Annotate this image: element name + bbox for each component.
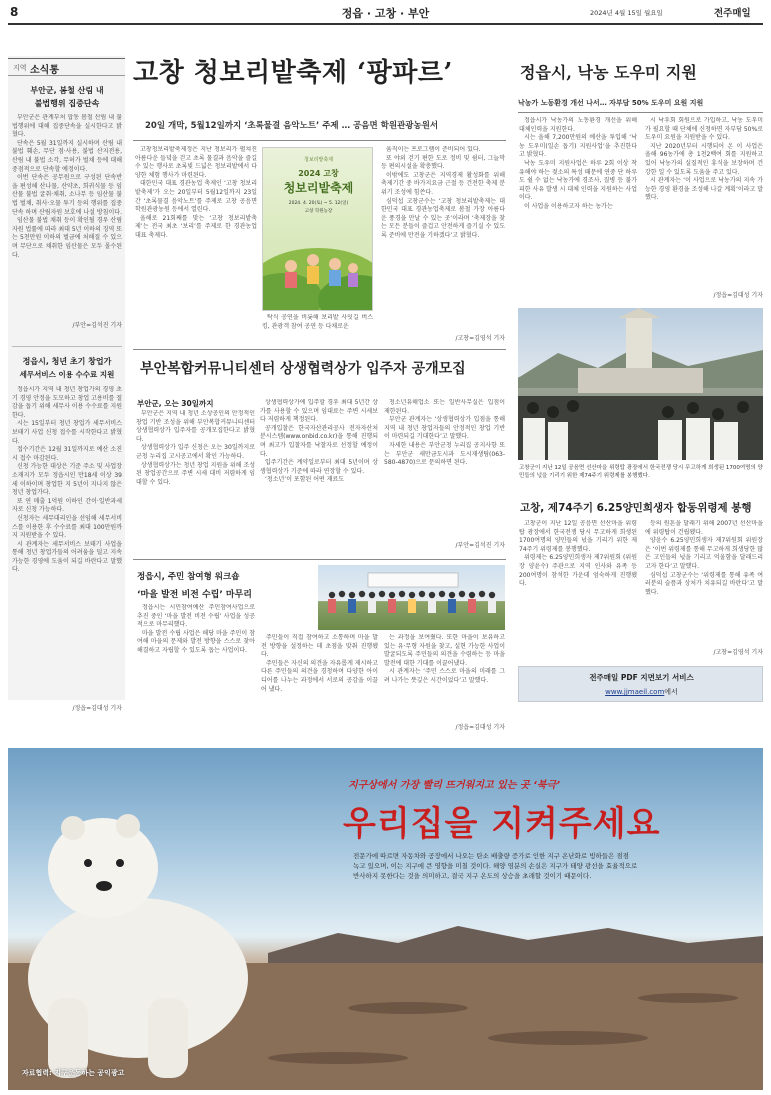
- right-c2-p2: 지난 2020년부터 시행되어 온 이 사업은 올해 96농가에 총 1천2백여 회를 지원하고 있어 낙농가의 실질적인 휴식을 보장하며 건강한 일 수 있도록 도움을 주고 있다.: [645, 142, 763, 176]
- lead-c3-p1: 움직이는 프로그램이 준비되어 있다.: [386, 146, 481, 153]
- story1-p2: 단속은 5월 31일까지 실시하며 산림 내 불법 훼손, 무단 점·사용, 불법 산지전용, 산림 내 불법 소각, 무허가 벌채 등에 대해 중점적으로 단속할 예정이다.: [12, 139, 122, 173]
- memorial-c2-p2: 양윤수 6.25양민희생자 제7위원회 위원장은 ‘이번 위령제를 통해 무고하게 희생당한 많은 고인들의 넋을 기리고 억울함을 달래드리고자 한다’고 말했다.: [645, 537, 763, 570]
- buan-c2-p3: 입주기간은 계약일로부터 최대 5년이며 상생협력상가 기준에 따라 연장할 수 있다.: [260, 459, 378, 475]
- pdf-service-title: 전주매일 PDF 지면보기 서비스: [589, 673, 694, 682]
- lead-col1: [135, 146, 257, 341]
- buan-c2-p4: ‘청소년’이 포함된 어떤 재료도: [265, 476, 345, 484]
- sidebar-story-1: [12, 84, 122, 329]
- buan-c1-p2: 상생협력상가 입주 신청은 오는 30일까지로 군청 누리집 고시공고에서 확인 가능하다.: [136, 444, 255, 460]
- memorial-c2-p1: 등의 원혼을 달래기 위해 2007년 선산마을에 위령탑이 건립됐다.: [645, 520, 763, 536]
- workshop-col2: [261, 634, 378, 730]
- story1-p4: 임산물 불법 채취 등이 확인될 경우 산림자원 법률에 따라 최대 5년 이하의 징역 또는 5천만원 이하의 벌금에 처해질 수 있으며 무단으로 채취한 임산물은 모두 몰수된다.: [12, 217, 122, 259]
- paper-name: 전주매일: [714, 8, 751, 19]
- right-c2-p1: 시 낙우회 회원으로 가입하고, 낙농 도우미가 필요할 때 단체에 신청하면 자부담 50%로 도우미 요원을 지원받을 수 있다.: [645, 117, 763, 142]
- memorial-photo-art: [518, 308, 763, 460]
- buan-signature: /부안=김석진 기자: [455, 542, 505, 549]
- story2-signature: /정읍=김대성 기자: [72, 705, 122, 712]
- lead-c3-p3: 이밖에도 고창군은 지역경제 활성화를 위해 축제기간 중 바가지요금 근절 등 건전한 축제 분위기 조성에 힘쓴다.: [381, 171, 505, 196]
- workshop-photo-art: [318, 565, 505, 630]
- right-c1-p4: 이 사업을 이용하고자 하는 농가는: [524, 202, 613, 210]
- sidebar-title-label: 소식통: [30, 65, 59, 76]
- story2-p5: 또 연 매출 1억원 이하인 간이·일반과세자로 신청 가능하다.: [12, 497, 122, 514]
- sidebar-label: [8, 58, 125, 76]
- story2-p4: 신청 가능한 대상은 기준 주소 및 사업장 소재지가 모두 정읍시인 만18세 이상 39세 이하이며 창업한 지 5년이 지나지 않은 청년 창업가다.: [12, 463, 122, 497]
- pdf-service-box[interactable]: [518, 666, 763, 702]
- workshop-c1-p1: 정읍시는 시민참여예산 주민참여사업으로 추진 중인 ‘마을 발전 비전 수립’ 사업을 성공적으로 마무리했다.: [137, 604, 255, 629]
- right-c1-p3: 낙농 도우미 지원사업은 하루 2회 이상 착유해야 하는 젖소의 특성 때문에 연중 단 하루도 쉴 수 없는 낙농가에 경조사, 질병 등 불가피한 사유 발생 시 대체 인력을 지원하는 사업이다.: [519, 159, 637, 202]
- ad-body-line1: 전문가에 따르면 자동차와 공장에서 나오는 탄소 배출량 증가로 인한 지구 온난화로 빙하들은 점점: [353, 852, 629, 860]
- lead-col3: [381, 146, 505, 332]
- story2-title-2: 세무서비스 이용 수수료 지원: [19, 370, 115, 379]
- story1-p1: 부안군은 관계부처 합동 봄철 산림 내 불법행위에 대해 집중단속을 실시한다고 밝혔다.: [12, 114, 122, 139]
- ad-body-line3: 반사하지 못한다는 것을 의미하고, 결국 지구 온도의 상승을 초래할 것이기 때문이다.: [353, 872, 592, 880]
- workshop-col3: [384, 634, 505, 722]
- buan-kicker: 부안군, 오는 30일까지: [137, 399, 214, 408]
- poster-year-title: 2024 고창: [298, 169, 339, 178]
- right-subhead: 낙농가 노동환경 개선 나서… 자부담 50% 도우미 요원 지원: [518, 99, 704, 107]
- lead-col2: [262, 314, 373, 340]
- sidebar-region-label: 지역: [13, 64, 27, 72]
- memorial-col1: [519, 520, 637, 655]
- lead-c3-p4: 심덕섭 고창군수는 ‘고창 청보리밭축제는 대한민국 대표 경관농업축제로 봄철 가장 아름다운 풍경을 만날 수 있는 곳’이라며 ‘축제장을 찾는 모든 분들이 즐겁고 안전하게 즐기실 수 있도록 준비에 만전을 기하겠다’고 밝혔다.: [381, 197, 505, 239]
- buan-c3-p2: 부안군 관계자는 ‘상생협력상가 입점을 통해 지역 내 청년 창업자들의 안정적인 창업 기반이 마련되길 기대한다’고 말했다.: [384, 416, 505, 441]
- buan-headline: 부안복합커뮤니티센터 상생협력상가 입주자 공개모집: [140, 361, 466, 377]
- story1-title-2: 불법행위 집중단속: [34, 99, 100, 108]
- workshop-c2-p1: 주민들이 직접 참여하고 소통하며 마을 발전 방향을 설정하는 데 초점을 맞춰 진행됐다.: [261, 634, 378, 659]
- right-signature: /정읍=김대성 기자: [713, 292, 763, 299]
- story2-p6: 신청자는 세무대리인을 선임해 세무서비스를 이용한 후 수수료를 최대 100만원까지 지원받을 수 있다.: [12, 514, 122, 540]
- buan-col3: [384, 399, 505, 531]
- workshop-c2-p2: 주민들은 자신의 의견을 자유롭게 제시하고 다른 주민들의 의견을 경청하며 다양한 아이디어를 나누는 과정에서 서로의 공감을 이끌어 냈다.: [261, 659, 378, 693]
- poster-dates: 2024. 4. 20(토) ~ 5. 12(일): [288, 201, 349, 206]
- memorial-c2-p3: 심덕섭 고창군수는 ‘위령제를 통해 유족 여러분의 슬픔과 상처가 치유되길 바란다’고 말했다.: [645, 571, 763, 596]
- climate-ad: [8, 748, 763, 1090]
- story2-p7: 시 관계자는 세무서비스 보태기 사업을 통해 청년 창업가들의 어려움을 덜고 지속가능한 경영에 도움이 되길 바란다고 말했다.: [12, 540, 122, 574]
- memorial-c1-p2: 위령제는 6.25양민희생자 제7위원회 (위원장 양윤수) 주관으로 지역 인사와 유족 등 200여명이 참석한 가운데 엄숙하게 진행됐다.: [519, 554, 637, 588]
- workshop-photo: [318, 565, 505, 630]
- buan-col1: [136, 410, 255, 550]
- lead-c3-p2: 또 야외 걷기 편한 도로 정비 및 쉼터, 그늘막 등 편의시설을 확충했다.: [381, 154, 505, 171]
- issue-date: 2024년 4월 15일 월요일: [590, 9, 663, 17]
- story1-signature: /부안=김석진 기자: [72, 322, 122, 329]
- festival-poster: [262, 147, 373, 311]
- story2-p2: 시는 15일부터 청년 창업가 세무서비스 보태기 사업 신청 접수를 시작한다고 밝혔다.: [12, 420, 122, 445]
- sidebar-divider: [12, 346, 122, 347]
- workshop-kicker: 정읍시, 주민 참여형 워크숍: [137, 572, 240, 582]
- buan-c2-p1: 상생협력상가에 입주할 경우 최대 5년간 상가를 사용할 수 있으며 임대료는 주변 시세보다 저렴하게 책정된다.: [260, 399, 378, 424]
- lead-subhead: 20일 개막, 5월12일까지 ‘초록물결 음악노트’ 주제 … 공음면 학원관광농원서: [145, 121, 439, 131]
- ad-tagline: 지구상에서 가장 빨리 뜨거워지고 있는 곳 ‘북극’: [348, 780, 561, 791]
- right-col1: [519, 117, 637, 299]
- right-sub-rule: [518, 112, 763, 113]
- workshop-headline: ‘마을 발전 비전 수립’ 마무리: [137, 590, 253, 600]
- story2-p1: 정읍시가 지역 내 청년 창업가의 경영 초기 경영 안정을 도모하고 창업 고용비를 절감을 돕기 위해 세무사 이용 수수료를 지원한다.: [12, 386, 122, 419]
- right-c1-p1: 정읍시가 낙농가의 노동환경 개선을 위해 대체인력을 지원한다.: [519, 117, 637, 133]
- lead-sub-rule: [133, 140, 506, 141]
- lead-c1-p3: 올해로 21회째를 맞는 ‘고창 청보리밭축제’는 전국 최초 ‘보리’를 주제로 한 경관농업 대표 축제다.: [135, 214, 257, 239]
- right-headline: 정읍시, 낙농 도우미 지원: [520, 63, 697, 82]
- memorial-col2: [645, 520, 763, 645]
- page-number: 8: [10, 5, 19, 19]
- right-c2-p3: 시 관계자는 ‘이 사업으로 낙농가의 지속 가능한 경영 환경을 조성해 나갈 계획’이라고 말했다.: [645, 177, 763, 202]
- pdf-service-url[interactable]: www.jjmaeil.com: [605, 688, 665, 696]
- ad-credit: 자료협력: 지구운동하는 공익광고: [22, 1069, 125, 1077]
- buan-c1-p1: 부안군은 지역 내 청년 소상공인의 안정적인 창업 기반 조성을 위해 부안복합커뮤니티센터 상생협력상가 입주자를 공개모집한다고 밝혔다.: [136, 410, 255, 443]
- header-rule: [8, 23, 763, 25]
- buan-c3-p1: 청소년유해업소 또는 일반사무실은 입점이 제한된다.: [384, 399, 505, 415]
- poster-main-title: 청보리밭축제: [283, 181, 354, 195]
- pdf-service-suffix: 에서: [664, 688, 678, 696]
- workshop-c3-p1: 는 과정을 보여줬다. 또한 마을이 보유하고 있는 유·무형 자원을 찾고, 실현 가능한 사업이 발굴되도록 주민들의 의견을 수렴하는 등 마을 발전에 대한 기대를 이끌어냈다.: [384, 634, 505, 667]
- buan-c2-p2: 공개입찰은 한국자산관리공사 전자자산처분시스템(www.onbid.co.kr)을 통해 진행되며 최고가 입찰자를 낙찰자로 선정할 예정이다.: [260, 424, 378, 458]
- story2-title-1: 정읍시, 청년 초기 창업가: [22, 357, 112, 366]
- right-col2: [645, 117, 763, 287]
- lead-c1-p1: 고창청보리밭축제정은 지난 청보리가 펼쳐진 아름다운 들녘을 걷고 초록 물결과 음악을 즐길 수 있는 행사로 초록빛 드넓은 청보리밭에서 다양한 체험 행사가 마련된다.: [135, 146, 257, 179]
- workshop-col1: [137, 604, 255, 730]
- story2-p3: 접수기간은 12월 31일까지로 예산 소진 시 접수 마감된다.: [12, 446, 122, 462]
- workshop-c1-p2: 마을 발전 수립 사업은 해당 마을 주민이 참여해 마을의 문제와 발전 방향을 스스로 찾아 해결하고 자립할 수 있도록 돕는 사업이다.: [137, 629, 255, 654]
- workshop-top-rule: [133, 559, 506, 560]
- buan-col2: [260, 399, 378, 551]
- sidebar-story-2: [12, 355, 122, 712]
- pdf-service-url-line: [519, 687, 764, 697]
- buan-top-rule: [133, 349, 506, 350]
- workshop-c3-p2: 시 관계자는 ‘주민 스스로 마을의 미래를 그려 나가는 뜻깊은 시간이었다’고 말했다.: [384, 668, 505, 684]
- story1-body: [12, 114, 122, 320]
- story2-body: [12, 386, 122, 703]
- lead-signature: /고창=김영석 기자: [455, 335, 505, 342]
- ad-body: [353, 851, 758, 881]
- memorial-caption: 고창군이 지난 12일 공음면 선산마을 위령탑 광장에서 한국전쟁 당시 무고하게 희생된 1700여명의 양민들의 넋을 기리기 위한 제74주기 위령제를 봉행했다.: [519, 465, 763, 479]
- lead-c1-p2: 대한민국 대표 경관농업 축제인 ‘고창 청보리밭축제’가 오는 20일부터 5월12일까지 23일간 ‘초록물결 음악노트’를 주제로 고창 공음면 학원관광농원 등에서 열린다.: [135, 180, 257, 214]
- ad-headline: 우리집을 지켜주세요: [343, 804, 661, 844]
- lead-tail: 탁식 공연을 비롯해 보리밭 사잇길 버스킹, 관광객 참여 공연 등 다채로운: [262, 314, 373, 330]
- poster-small-title: 청보리밭축제: [304, 157, 333, 163]
- memorial-photo: [518, 308, 763, 460]
- poster-place: 고창 학원농장: [304, 209, 333, 214]
- right-c1-p2: 시는 올해 7,200만원의 예산을 투입해 ‘낙농 도우미(일손 돕기) 지원사업’을 추진한다고 밝혔다.: [519, 134, 637, 159]
- memorial-headline: 고창, 제74주기 6.25양민희생자 합동위령제 봉행: [520, 502, 752, 514]
- workshop-signature: /정읍=김대성 기자: [455, 724, 505, 731]
- story1-title-1: 부안군, 봄철 산림 내: [30, 86, 104, 95]
- memorial-signature: /고창=김영석 기자: [713, 649, 763, 656]
- ad-body-line2: 녹고 있으며, 이는 지구에 큰 영향을 미칠 것이다. 해양 염분의 손실은 지구가 태양 광선을 효율적으로: [353, 862, 638, 870]
- memorial-c1-p1: 고창군이 지난 12일 공음면 선산마을 위령탑 광장에서 한국전쟁 당시 무고하게 희생된 1700여명의 양민들의 넋을 기리기 위한 제74주기 위령제를 봉행했다.: [519, 520, 637, 553]
- section-title: 정읍 · 고창 · 부안: [341, 7, 430, 20]
- lead-headline: 고창 청보리밭축제 ‘팡파르’: [133, 58, 453, 88]
- buan-c3-p3: 자세한 내용은 부안군청 누리집 공지사항 또는 부안군 새만금도시과 도시재생팀(063-580-4870)으로 문의하면 된다.: [384, 441, 505, 467]
- story1-p3: 이번 단속은 공무원으로 구성된 단속반을 편성해 산나물, 산약초, 희귀식물 등 임산물 불법 굴취·채취, 소나무 등 임산물 불법 벌채, 취사·오물 투기 등의 행위를 집중단속 하며 산림자원 보호에 나설 방침이다.: [12, 174, 122, 216]
- buan-c1-p3: 상생협력상가는 청년 창업 지원을 위해 조성된 창업공간으로 주변 시세 대비 저렴하게 임대할 수 있다.: [136, 461, 255, 486]
